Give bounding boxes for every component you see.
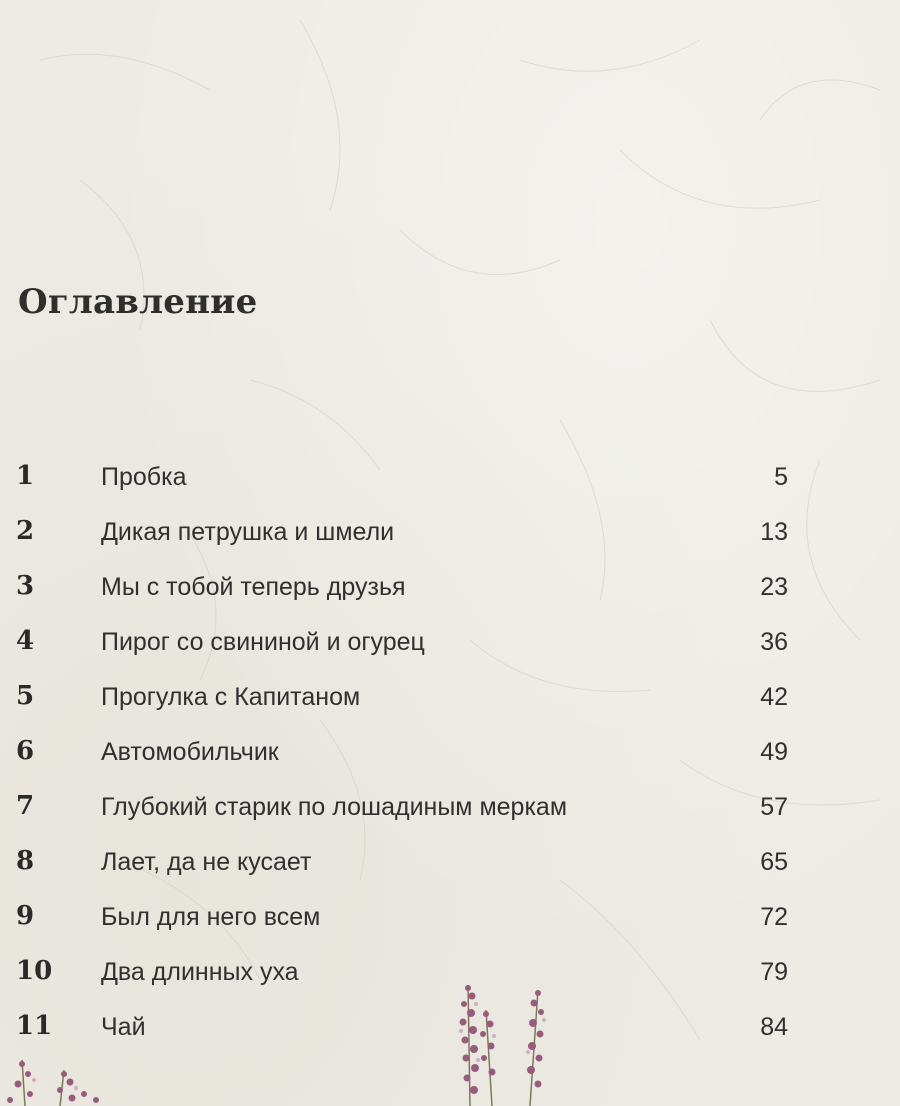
toc-chapter-number: 6 bbox=[16, 736, 35, 766]
toc-row bbox=[0, 670, 900, 725]
toc-chapter-number: 3 bbox=[16, 571, 35, 601]
toc-chapter-title: Был для него всем bbox=[101, 903, 321, 931]
toc-row bbox=[0, 560, 900, 615]
toc-page-number: 57 bbox=[760, 793, 788, 821]
page-title: Оглавление bbox=[18, 282, 258, 322]
toc-page-number: 79 bbox=[760, 958, 788, 986]
toc-row bbox=[0, 725, 900, 780]
toc-row bbox=[0, 945, 900, 1000]
toc-page-number: 65 bbox=[760, 848, 788, 876]
toc-chapter-title: Два длинных уха bbox=[101, 958, 299, 986]
toc-chapter-number: 10 bbox=[16, 956, 53, 986]
toc-chapter-number: 4 bbox=[16, 626, 35, 656]
toc-row bbox=[0, 780, 900, 835]
toc-chapter-title: Прогулка с Капитаном bbox=[101, 683, 361, 711]
toc-chapter-title: Глубокий старик по лошадиным меркам bbox=[101, 793, 568, 821]
toc-page-number: 36 bbox=[760, 628, 788, 656]
toc-page-number: 49 bbox=[760, 738, 788, 766]
toc-chapter-title: Лает, да не кусает bbox=[101, 848, 312, 876]
toc-chapter-title: Чай bbox=[101, 1013, 146, 1041]
toc-chapter-number: 8 bbox=[16, 846, 35, 876]
toc-page-number: 13 bbox=[760, 518, 788, 546]
toc-row bbox=[0, 835, 900, 890]
toc-chapter-title: Мы с тобой теперь друзья bbox=[101, 573, 406, 601]
toc-chapter-title: Автомобильчик bbox=[101, 738, 279, 766]
toc-row bbox=[0, 890, 900, 945]
toc-chapter-number: 5 bbox=[16, 681, 35, 711]
toc-chapter-number: 9 bbox=[16, 901, 35, 931]
toc-chapter-title: Пробка bbox=[101, 463, 187, 491]
toc-row bbox=[0, 1000, 900, 1055]
toc-page-number: 84 bbox=[760, 1013, 788, 1041]
toc-chapter-title: Пирог со свининой и огурец bbox=[101, 628, 425, 656]
toc-chapter-number: 11 bbox=[16, 1011, 53, 1041]
toc-page-number: 5 bbox=[774, 463, 788, 491]
toc-page-number: 23 bbox=[760, 573, 788, 601]
toc-row bbox=[0, 615, 900, 670]
toc-page-number: 72 bbox=[760, 903, 788, 931]
toc-row bbox=[0, 450, 900, 505]
toc-chapter-number: 1 bbox=[16, 461, 35, 491]
toc-chapter-title: Дикая петрушка и шмели bbox=[101, 518, 395, 546]
toc-chapter-number: 7 bbox=[16, 791, 35, 821]
toc-chapter-number: 2 bbox=[16, 516, 35, 546]
toc-row bbox=[0, 505, 900, 560]
toc-page-number: 42 bbox=[760, 683, 788, 711]
table-of-contents bbox=[0, 450, 900, 1055]
